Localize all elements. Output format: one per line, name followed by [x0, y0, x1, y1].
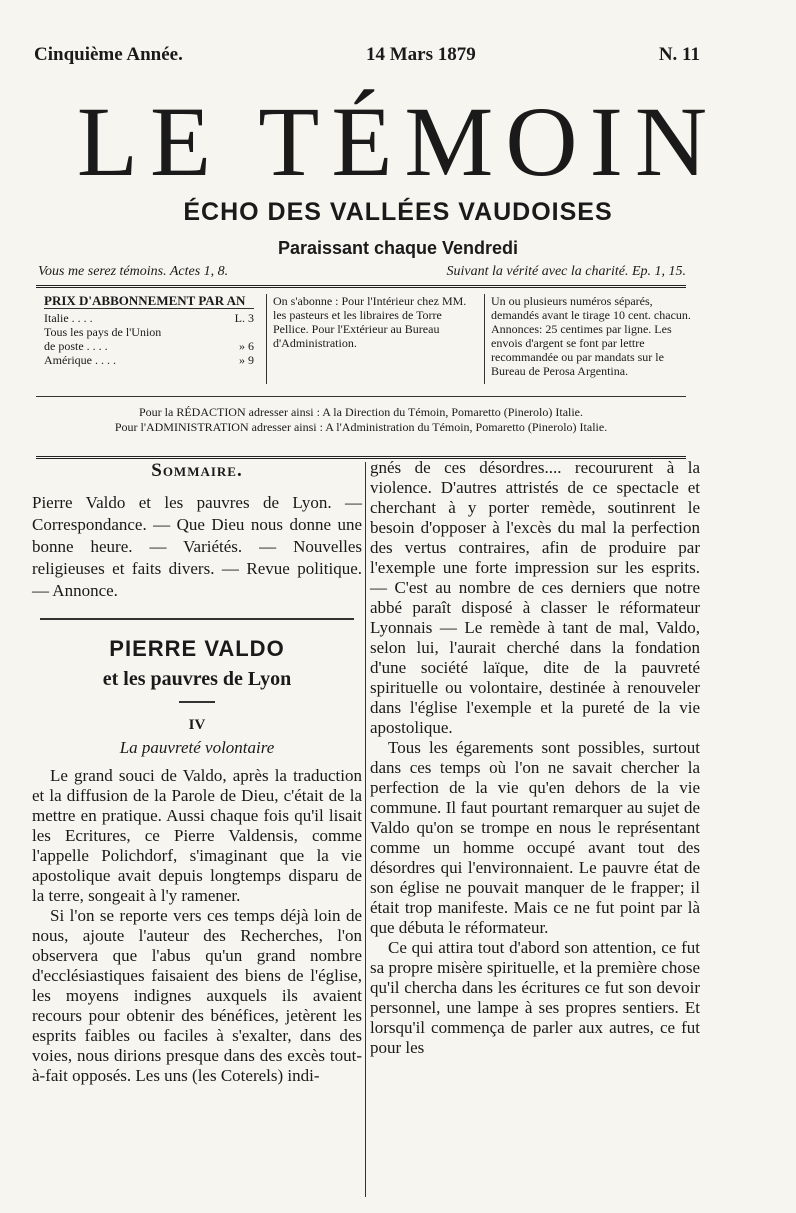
paragraph: gnés de ces désordres.... recoururent à la violence. D'autres attristés de ce spectacle et cherchant à y porter remède, soutinrent le besoin d'opposer à l'excès du mal la perfection des vertus contraires, afin de produire par l'exemple une forte impression sur les esprits. — C'est au nombre de ces derniers que notre abbé paraît disposé à classer le réformateur Lyonnais — Le remède à tant de mal, Valdo, selon lui, l'aurait cherché dans la fondation d'une société laïque, dite de la pauvreté spirituelle ou volontaire, destinée à renouveler dans l'église l'exemple et la pureté de la vie apostolique.: [370, 458, 700, 737]
issue-date: 14 Mars 1879: [365, 44, 476, 65]
column-divider: [365, 462, 366, 1197]
paragraph: Si l'on se reporte vers ces temps déjà loin de nous, ajoute l'auteur des Recherches, l'on observera que l'abus qu'un grand nombre d'ecclésiastiques faisaient des biens de l'église, les moyens indignes auxquels ils avaient recours pour obtenir des bénéfices, jetèrent les esprits faibles ou faciles à s'exalter, dans des voies, nous dirions presque dans des excès tout-à-fait opposés. Les uns (les Coterels) indi-: [32, 906, 362, 1085]
paragraph: Le grand souci de Valdo, après la traduction et la diffusion de la Parole de Dieu, c'était de la mettre en pratique. Aussi chaque fois qu'il lisait les Ecritures, ce Pierre Valdensis, comme l'appelle Polichdorf, s'imaginant que la vie apostolique avait depuis longtemps disparu de la terre, songeait à l'y ramener.: [32, 766, 362, 905]
issue-number: N. 11: [658, 44, 700, 65]
price-column: [44, 294, 254, 367]
left-column: [32, 460, 362, 1086]
article-body-left: [32, 766, 362, 1086]
paragraph: Ce qui attira tout d'abord son attention, ce fut sa propre misère spirituelle, et la première chose qu'il chercha dans les écritures ce fut son devoir personnel, une lampe à ses propres sentiers. Et lorsqu'il commença de parler aux autres, ce fut pour les: [370, 938, 700, 1057]
article-subtitle: et les pauvres de Lyon: [102, 668, 292, 690]
newspaper-periodicity: Paraissant chaque Vendredi: [277, 238, 519, 258]
short-divider: [179, 701, 215, 703]
epigraph-left: Vous me serez témoins. Actes 1, 8.: [38, 264, 229, 279]
sommaire-body: Pierre Valdo et les pauvres de Lyon. — Correspondance. — Que Dieu nous donne une bonne heure. — Variétés. — Nouvelles religieuses et faits divers. — Revue politique. — Annonce.: [32, 493, 362, 600]
newspaper-subtitle: ÉCHO DES VALLÉES VAUDOISES: [183, 198, 613, 226]
article-title: PIERRE VALDO: [109, 636, 285, 661]
newspaper-title: LE TÉMOIN: [76, 86, 720, 197]
divider: [40, 618, 354, 620]
administration-line: Pour l'ADMINISTRATION adresser ainsi : A l'Administration du Témoin, Pomaretto (Pinerolo) Italie.: [114, 420, 608, 434]
price-row: Tous les pays de l'Union: [44, 325, 162, 339]
redaction-line: Pour la RÉDACTION adresser ainsi : A la Direction du Témoin, Pomaretto (Pinerolo) Italie.: [36, 396, 686, 420]
price-row: Amérique . . . . » 9: [44, 353, 254, 367]
price-row: Italie . . . . L. 3: [44, 311, 254, 325]
article-body-right: [370, 458, 700, 1058]
price-row: de poste . . . . » 6: [44, 339, 254, 353]
epigraph-right: Suivant la vérité avec la charité. Ep. 1, 15.: [446, 264, 686, 279]
abonne-column: On s'abonne : Pour l'Intérieur chez MM. les pasteurs et les libraires de Torre Pellice. Pour l'Extérieur au Bureau d'Administration.: [266, 294, 478, 384]
sommaire-title: Sommaire.: [151, 460, 243, 481]
annonces-column: Un ou plusieurs numéros séparés, demandés avant le tirage 10 cent. chacun. Annonces: 25 centimes par ligne. Les envois d'argent se font par lettre recommandée ou par mandats sur le Bureau de Perosa Argentina.: [484, 294, 691, 384]
section-number: IV: [188, 717, 206, 733]
section-title: La pauvreté volontaire: [119, 738, 275, 757]
epigraphs: [38, 264, 686, 280]
paragraph: Tous les égarements sont possibles, surtout dans ces temps où l'on ne savait chercher la perfection de la vie qu'en dehors de la vie commune. Il faut pourtant remarquer au sujet de Valdo qu'on se trompe en nous le représentant comme un homme occupé avant tout des désordres qui l'environnaient. Le pauvre état de son église ne pouvait manquer de le frapper; il était trop manifeste. Mais ce ne fut point par là que débuta le réformateur.: [370, 738, 700, 937]
price-title: PRIX D'ABBONNEMENT PAR AN: [44, 294, 254, 309]
right-column: [370, 458, 700, 1058]
subscription-box: [36, 285, 691, 459]
issue-header-line: [34, 44, 700, 66]
issue-year: Cinquième Année.: [34, 44, 183, 65]
